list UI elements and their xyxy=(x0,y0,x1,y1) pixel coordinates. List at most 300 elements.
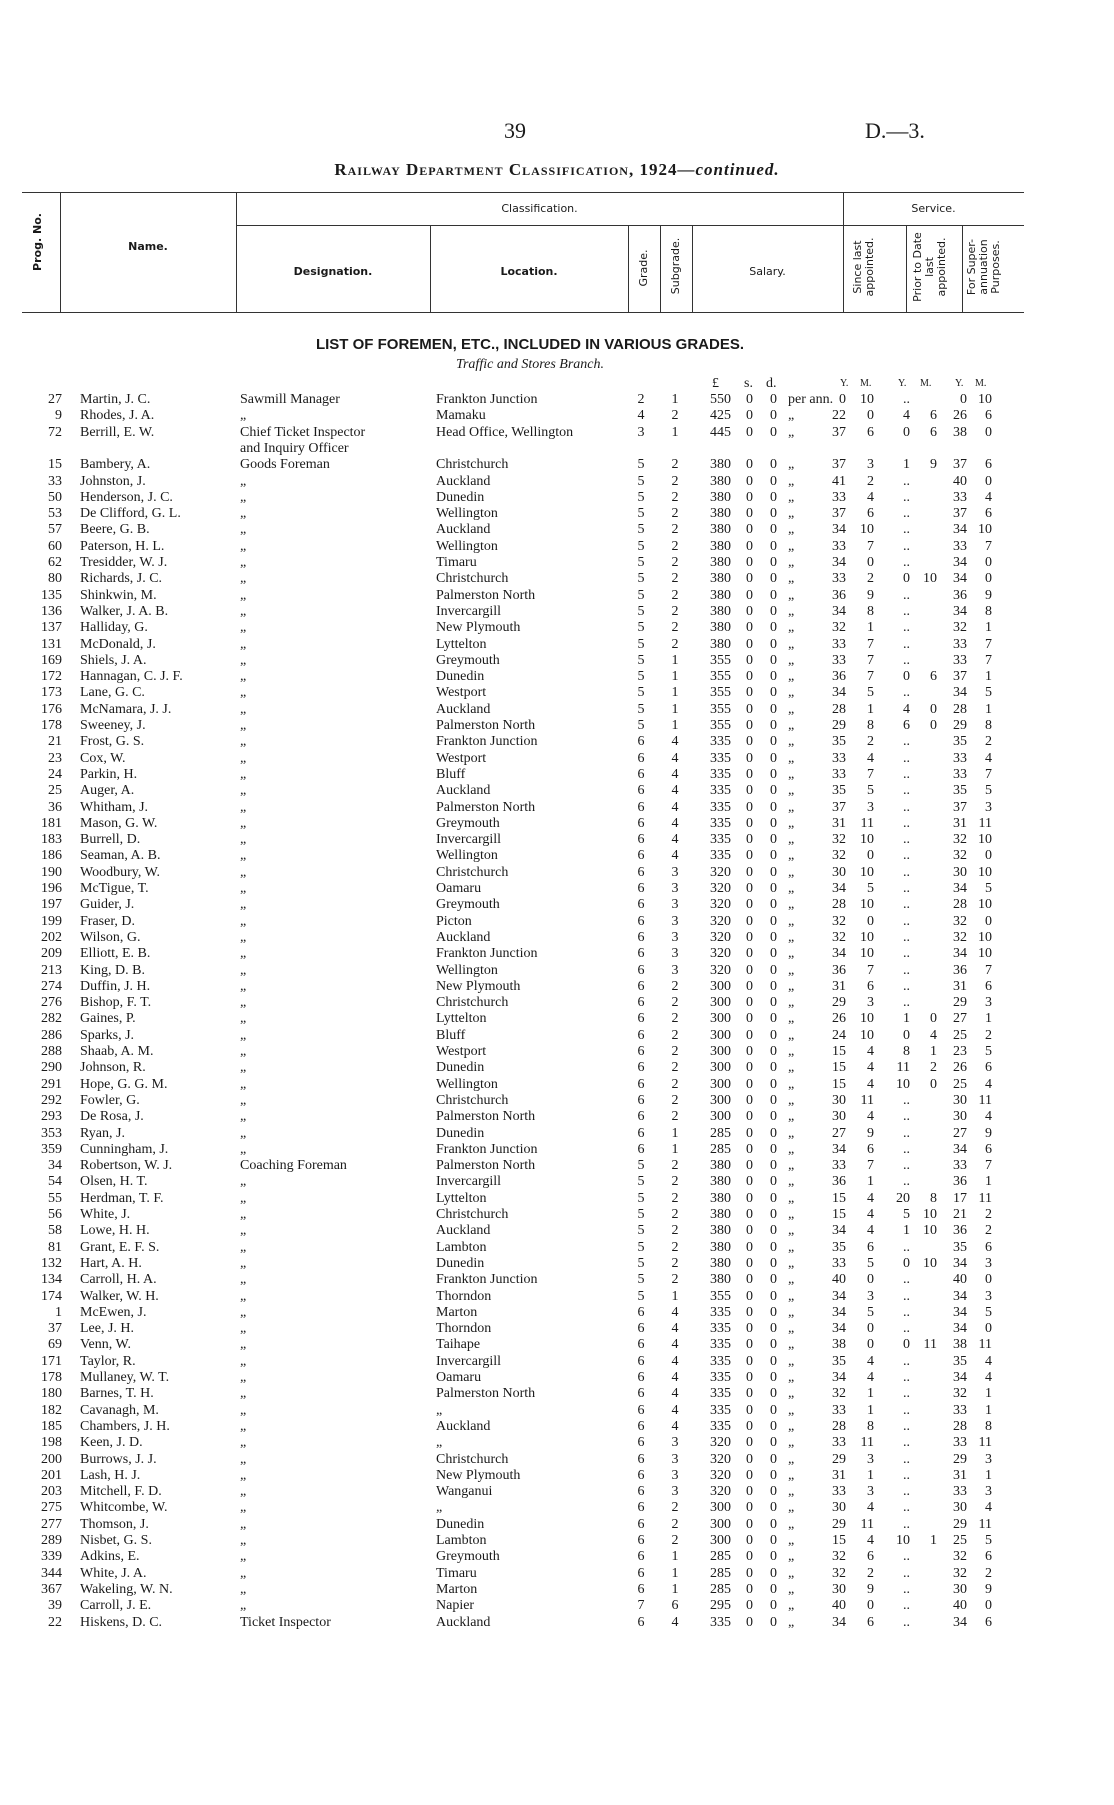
cell-salary-pounds: 335 xyxy=(710,848,731,864)
cell-salary-note: „ xyxy=(788,473,795,489)
header-prior-to: Prior to Date last appointed. xyxy=(911,232,948,302)
cell-super-years: 34 xyxy=(953,555,967,570)
cell-super-months: 7 xyxy=(985,652,992,668)
cell-super-years: 29 xyxy=(953,1516,967,1532)
cell-location: Picton xyxy=(436,913,472,929)
cell-since-last-years: 15 xyxy=(832,1533,846,1548)
cell-prog-no: 276 xyxy=(41,995,62,1011)
cell-subgrade: 4 xyxy=(671,783,679,799)
cell-prior-years: .. xyxy=(903,832,910,848)
cell-salary-shillings: 0 xyxy=(746,1158,753,1174)
cell-salary-pence: 0 xyxy=(770,1044,777,1059)
cell-location: Westport xyxy=(436,685,487,701)
cell-super-years: 33 xyxy=(953,636,967,652)
cell-prog-no: 25 xyxy=(48,783,62,799)
table-row xyxy=(0,930,1114,946)
cell-designation: „ xyxy=(240,1076,247,1092)
cell-salary-pounds: 335 xyxy=(710,750,731,766)
cell-super-years: 35 xyxy=(953,734,967,750)
cell-since-last-years: 36 xyxy=(832,1174,846,1190)
cell-salary-pounds: 300 xyxy=(710,1500,731,1516)
cell-designation: „ xyxy=(240,685,247,701)
cell-designation: Chief Ticket Inspector xyxy=(240,424,366,440)
cell-salary-pounds: 300 xyxy=(710,1533,731,1548)
page-number: 39 xyxy=(504,118,526,143)
cell-prior-years: .. xyxy=(903,1565,910,1581)
cell-since-last-months: 6 xyxy=(867,1614,874,1630)
cell-salary-note: per ann. xyxy=(788,392,834,407)
cell-grade: 6 xyxy=(637,1060,645,1076)
cell-subgrade: 3 xyxy=(671,881,679,896)
cell-location: Dunedin xyxy=(436,1125,485,1141)
table-row xyxy=(0,1435,1114,1451)
cell-since-last-months: 10 xyxy=(860,522,874,538)
cell-prior-months: 0 xyxy=(930,1076,937,1092)
cell-salary-pence: 0 xyxy=(770,1109,777,1125)
cell-salary-pounds: 300 xyxy=(710,1109,731,1125)
cell-since-last-years: 37 xyxy=(832,506,846,522)
cell-super-years: 34 xyxy=(953,881,967,896)
table-row xyxy=(0,1354,1114,1370)
cell-since-last-months: 0 xyxy=(867,913,874,929)
cell-salary-shillings: 0 xyxy=(746,1581,753,1597)
cell-salary-pence: 0 xyxy=(770,1223,777,1239)
cell-since-last-months: 4 xyxy=(867,750,874,766)
cell-grade: 5 xyxy=(637,620,645,636)
cell-salary-pence: 0 xyxy=(770,881,777,896)
cell-super-months: 11 xyxy=(978,1516,992,1532)
cell-salary-pence: 0 xyxy=(770,718,777,733)
table-row xyxy=(0,1386,1114,1402)
cell-salary-pounds: 380 xyxy=(710,506,731,522)
cell-location: Timaru xyxy=(436,1565,477,1581)
cell-salary-note: „ xyxy=(788,424,795,440)
cell-super-years: 33 xyxy=(953,750,967,766)
cell-subgrade: 4 xyxy=(671,1370,679,1385)
cell-super-years: 33 xyxy=(953,538,967,554)
cell-prog-no: 213 xyxy=(41,962,62,978)
cell-since-last-months: 3 xyxy=(867,799,874,815)
cell-prior-years: 1 xyxy=(903,1223,910,1239)
cell-super-years: 32 xyxy=(953,1565,967,1581)
cell-since-last-years: 30 xyxy=(832,1109,846,1125)
cell-designation: and Inquiry Officer xyxy=(240,440,349,456)
cell-grade: 5 xyxy=(637,1158,645,1174)
cell-salary-pounds: 380 xyxy=(710,620,731,636)
cell-since-last-years: 0 xyxy=(839,392,846,407)
cell-salary-pounds: 425 xyxy=(710,408,731,424)
cell-grade: 6 xyxy=(637,1435,645,1451)
cell-since-last-months: 4 xyxy=(867,1533,874,1548)
cell-salary-pence: 0 xyxy=(770,1190,777,1206)
cell-salary-pence: 0 xyxy=(770,457,777,473)
header-for-super: For Super-annuation Purposes. xyxy=(965,238,1002,296)
cell-location: Mamaku xyxy=(436,408,486,424)
cell-salary-shillings: 0 xyxy=(746,1549,753,1565)
cell-salary-note: „ xyxy=(788,522,795,538)
cell-prior-years: .. xyxy=(903,1484,910,1500)
cell-super-years: 36 xyxy=(953,587,967,603)
cell-grade: 6 xyxy=(637,1353,645,1369)
cell-super-years: 25 xyxy=(953,1027,967,1043)
cell-grade: 6 xyxy=(637,995,645,1011)
cell-subgrade: 3 xyxy=(671,1435,679,1451)
table-row xyxy=(0,1109,1114,1125)
cell-salary-pence: 0 xyxy=(770,652,777,668)
cell-grade: 6 xyxy=(637,1516,645,1532)
cell-since-last-years: 37 xyxy=(832,799,846,815)
cell-super-months: 0 xyxy=(985,555,992,570)
cell-since-last-years: 15 xyxy=(832,1207,846,1222)
cell-since-last-years: 32 xyxy=(832,913,846,929)
cell-designation: „ xyxy=(240,1565,247,1581)
cell-since-last-months: 8 xyxy=(867,1418,874,1434)
cell-grade: 6 xyxy=(637,1141,645,1157)
cell-designation: Sawmill Manager xyxy=(240,392,340,407)
cell-prior-years: 0 xyxy=(903,1255,910,1271)
cell-grade: 6 xyxy=(637,1484,645,1500)
cell-since-last-years: 33 xyxy=(832,1255,846,1271)
cell-super-years: 30 xyxy=(953,864,967,880)
cell-salary-pence: 0 xyxy=(770,538,777,554)
cell-salary-pence: 0 xyxy=(770,913,777,929)
cell-salary-note: „ xyxy=(788,1386,795,1402)
cell-prog-no: 21 xyxy=(48,734,62,750)
cell-salary-shillings: 0 xyxy=(746,1109,753,1125)
cell-prior-years: .. xyxy=(903,652,910,668)
table-row xyxy=(0,1126,1114,1142)
cell-salary-pence: 0 xyxy=(770,701,777,717)
cell-designation: „ xyxy=(240,1337,247,1353)
cell-designation: „ xyxy=(240,1060,247,1076)
cell-super-years: 23 xyxy=(953,1044,967,1059)
table-row xyxy=(0,963,1114,979)
cell-location: Invercargill xyxy=(436,1353,502,1369)
cell-salary-note: „ xyxy=(788,995,795,1011)
cell-since-last-months: 1 xyxy=(867,620,874,636)
cell-since-last-months: 10 xyxy=(860,1027,874,1043)
cell-super-months: 4 xyxy=(985,1076,992,1092)
cell-prog-no: 36 xyxy=(48,799,62,815)
cell-prog-no: 291 xyxy=(41,1076,62,1092)
cell-super-months: 3 xyxy=(985,995,992,1011)
cell-salary-note: „ xyxy=(788,1141,795,1157)
cell-prior-years: .. xyxy=(903,1353,910,1369)
cell-prog-no: 22 xyxy=(48,1614,62,1630)
cell-name: Rhodes, J. A. xyxy=(80,408,155,424)
cell-designation: „ xyxy=(240,1451,247,1467)
cell-location: Frankton Junction xyxy=(436,392,538,407)
cell-salary-note: „ xyxy=(788,750,795,766)
cell-designation: „ xyxy=(240,815,247,831)
cell-super-months: 8 xyxy=(985,1418,992,1434)
cell-grade: 6 xyxy=(637,1044,645,1059)
cell-since-last-years: 40 xyxy=(832,1598,846,1614)
cell-since-last-months: 7 xyxy=(867,962,874,978)
cell-salary-note: „ xyxy=(788,489,795,505)
section-title: LIST OF FOREMEN, ETC., INCLUDED IN VARIOUS GRADES. xyxy=(315,336,745,353)
cell-super-years: 33 xyxy=(953,1158,967,1174)
table-row xyxy=(0,1403,1114,1419)
cell-prior-months: 6 xyxy=(930,408,937,424)
cell-designation: „ xyxy=(240,603,247,619)
cell-location: Christchurch xyxy=(436,571,509,587)
cell-designation: „ xyxy=(240,995,247,1011)
cell-prior-months: 0 xyxy=(930,701,937,717)
cell-designation: „ xyxy=(240,489,247,505)
cell-subgrade: 1 xyxy=(671,1141,679,1157)
cell-subgrade: 2 xyxy=(671,457,679,473)
cell-designation: „ xyxy=(240,1288,247,1304)
cell-super-months: 6 xyxy=(985,457,992,473)
table-row xyxy=(0,1191,1114,1207)
cell-location: Auckland xyxy=(436,473,491,489)
cell-salary-pence: 0 xyxy=(770,1598,777,1614)
table-row xyxy=(0,897,1114,913)
cell-name: Adkins, E. xyxy=(80,1549,140,1565)
cell-prog-no: 132 xyxy=(41,1255,62,1271)
cell-since-last-months: 0 xyxy=(867,555,874,570)
cell-designation: „ xyxy=(240,1435,247,1451)
cell-prior-months: 1 xyxy=(930,1533,937,1548)
cell-super-years: 34 xyxy=(953,1255,967,1271)
cell-salary-shillings: 0 xyxy=(746,848,753,864)
cell-super-months: 1 xyxy=(985,620,992,636)
cell-location: Auckland xyxy=(436,783,491,799)
cell-location: Wellington xyxy=(436,848,498,864)
cell-prior-years: .. xyxy=(903,538,910,554)
cell-grade: 6 xyxy=(637,1027,645,1043)
cell-location: Invercargill xyxy=(436,832,502,848)
cell-since-last-years: 33 xyxy=(832,1158,846,1174)
cell-name: De Rosa, J. xyxy=(80,1109,144,1125)
cell-since-last-months: 0 xyxy=(867,408,874,424)
cell-name: Lowe, H. H. xyxy=(80,1223,150,1239)
cell-salary-pence: 0 xyxy=(770,962,777,978)
cell-salary-note: „ xyxy=(788,1549,795,1565)
cell-subgrade: 3 xyxy=(671,1451,679,1467)
table-row xyxy=(0,1011,1114,1027)
cell-subgrade: 4 xyxy=(671,766,679,782)
cell-prior-years: 0 xyxy=(903,669,910,685)
cell-salary-note: „ xyxy=(788,408,795,424)
table-row xyxy=(0,555,1114,571)
cell-salary-pence: 0 xyxy=(770,1467,777,1483)
cell-subgrade: 3 xyxy=(671,1484,679,1500)
unit-y1: Y. xyxy=(840,378,849,389)
cell-location: Invercargill xyxy=(436,1174,502,1190)
cell-super-years: 32 xyxy=(953,929,967,945)
cell-salary-pounds: 335 xyxy=(710,1370,731,1385)
cell-prog-no: 186 xyxy=(41,848,62,864)
cell-grade: 5 xyxy=(637,685,645,701)
cell-designation: „ xyxy=(240,620,247,636)
cell-since-last-years: 30 xyxy=(832,1581,846,1597)
cell-prior-years: .. xyxy=(903,1451,910,1467)
cell-salary-note: „ xyxy=(788,555,795,570)
cell-super-months: 1 xyxy=(985,669,992,685)
cell-subgrade: 2 xyxy=(671,571,679,587)
cell-salary-shillings: 0 xyxy=(746,1272,753,1288)
cell-designation: „ xyxy=(240,1239,247,1255)
cell-name: Lash, H. J. xyxy=(80,1467,141,1483)
cell-salary-shillings: 0 xyxy=(746,897,753,913)
cell-prior-years: .. xyxy=(903,750,910,766)
cell-name: Chambers, J. H. xyxy=(80,1418,170,1434)
cell-designation: „ xyxy=(240,718,247,733)
cell-since-last-years: 15 xyxy=(832,1190,846,1206)
cell-subgrade: 1 xyxy=(671,1581,679,1597)
cell-prior-years: .. xyxy=(903,929,910,945)
cell-salary-pounds: 300 xyxy=(710,1092,731,1108)
cell-since-last-months: 3 xyxy=(867,995,874,1011)
table-row xyxy=(0,1549,1114,1565)
cell-prog-no: 137 xyxy=(41,620,62,636)
cell-name: Beere, G. B. xyxy=(80,522,150,538)
cell-name: Walker, W. H. xyxy=(80,1288,159,1304)
cell-salary-shillings: 0 xyxy=(746,1353,753,1369)
cell-salary-shillings: 0 xyxy=(746,424,753,440)
unit-y3: Y. xyxy=(955,378,964,389)
cell-salary-pounds: 335 xyxy=(710,1353,731,1369)
cell-since-last-years: 35 xyxy=(832,1353,846,1369)
cell-prog-no: 288 xyxy=(41,1044,62,1059)
header-salary: Salary. xyxy=(749,265,786,278)
cell-designation: „ xyxy=(240,1207,247,1222)
cell-super-months: 7 xyxy=(985,538,992,554)
cell-grade: 5 xyxy=(637,555,645,570)
cell-super-months: 4 xyxy=(985,1109,992,1125)
cell-salary-shillings: 0 xyxy=(746,962,753,978)
table-row xyxy=(0,848,1114,864)
cell-prog-no: 353 xyxy=(41,1125,62,1141)
cell-super-years: 37 xyxy=(953,799,967,815)
cell-prior-years: 1 xyxy=(903,1011,910,1027)
cell-since-last-months: 0 xyxy=(867,1272,874,1288)
cell-since-last-years: 26 xyxy=(832,1011,846,1027)
cell-salary-shillings: 0 xyxy=(746,1239,753,1255)
header-classification: Classification. xyxy=(501,202,578,215)
cell-name: Cunningham, J. xyxy=(80,1141,169,1157)
cell-prior-months: 10 xyxy=(923,571,937,587)
cell-subgrade: 4 xyxy=(671,832,679,848)
cell-name: Berrill, E. W. xyxy=(80,424,155,440)
cell-since-last-months: 10 xyxy=(860,897,874,913)
cell-prior-years: .. xyxy=(903,799,910,815)
cell-since-last-months: 7 xyxy=(867,636,874,652)
cell-name: Frost, G. S. xyxy=(80,734,145,750)
cell-super-years: 33 xyxy=(953,1484,967,1500)
cell-prior-years: .. xyxy=(903,864,910,880)
cell-location: Head Office, Wellington xyxy=(436,424,574,440)
cell-super-months: 6 xyxy=(985,1141,992,1157)
cell-location: Auckland xyxy=(436,701,491,717)
cell-location: Christchurch xyxy=(436,1451,509,1467)
cell-designation: „ xyxy=(240,783,247,799)
table-row xyxy=(0,816,1114,832)
cell-super-months: 10 xyxy=(978,864,992,880)
cell-salary-shillings: 0 xyxy=(746,1044,753,1059)
cell-salary-note: „ xyxy=(788,1451,795,1467)
cell-prog-no: 277 xyxy=(41,1516,62,1532)
table-row xyxy=(0,1158,1114,1174)
cell-grade: 6 xyxy=(637,1467,645,1483)
cell-salary-shillings: 0 xyxy=(746,832,753,848)
cell-super-months: 6 xyxy=(985,506,992,522)
cell-designation: „ xyxy=(240,652,247,668)
cell-name: Wilson, G. xyxy=(80,929,141,945)
cell-salary-pence: 0 xyxy=(770,506,777,522)
cell-super-months: 11 xyxy=(978,1337,992,1353)
cell-super-months: 6 xyxy=(985,978,992,994)
cell-subgrade: 2 xyxy=(671,1500,679,1516)
cell-salary-shillings: 0 xyxy=(746,718,753,733)
cell-subgrade: 2 xyxy=(671,1533,679,1548)
cell-salary-shillings: 0 xyxy=(746,473,753,489)
cell-since-last-months: 1 xyxy=(867,1174,874,1190)
cell-prior-months: 6 xyxy=(930,669,937,685)
cell-since-last-years: 32 xyxy=(832,1549,846,1565)
cell-super-years: 36 xyxy=(953,1223,967,1239)
table-row xyxy=(0,1452,1114,1468)
cell-salary-shillings: 0 xyxy=(746,685,753,701)
cell-location: Wellington xyxy=(436,1076,498,1092)
cell-prior-years: .. xyxy=(903,1549,910,1565)
cell-salary-note: „ xyxy=(788,685,795,701)
cell-salary-shillings: 0 xyxy=(746,978,753,994)
cell-super-months: 0 xyxy=(985,1272,992,1288)
table-row xyxy=(0,800,1114,816)
cell-prog-no: 23 xyxy=(48,750,62,766)
cell-subgrade: 2 xyxy=(671,489,679,505)
cell-grade: 4 xyxy=(637,408,645,424)
cell-grade: 6 xyxy=(637,1614,645,1630)
cell-subgrade: 2 xyxy=(671,1158,679,1174)
cell-designation: „ xyxy=(240,555,247,570)
table-row xyxy=(0,914,1114,930)
cell-prior-years: .. xyxy=(903,1614,910,1630)
cell-prog-no: 136 xyxy=(41,603,62,619)
cell-location: Christchurch xyxy=(436,457,509,473)
cell-name: Barnes, T. H. xyxy=(80,1386,154,1402)
cell-since-last-years: 34 xyxy=(832,555,846,570)
cell-super-months: 11 xyxy=(978,815,992,831)
cell-salary-note: „ xyxy=(788,1207,795,1222)
cell-name: Fraser, D. xyxy=(80,913,136,929)
cell-salary-shillings: 0 xyxy=(746,408,753,424)
cell-since-last-years: 33 xyxy=(832,750,846,766)
cell-grade: 5 xyxy=(637,1207,645,1222)
cell-subgrade: 2 xyxy=(671,1516,679,1532)
cell-salary-pounds: 320 xyxy=(710,1435,731,1451)
cell-salary-pence: 0 xyxy=(770,1158,777,1174)
cell-salary-pence: 0 xyxy=(770,1581,777,1597)
cell-salary-note: „ xyxy=(788,1239,795,1255)
cell-subgrade: 2 xyxy=(671,1255,679,1271)
cell-since-last-months: 1 xyxy=(867,1386,874,1402)
cell-prior-years: .. xyxy=(903,1598,910,1614)
cell-prior-years: 0 xyxy=(903,424,910,440)
cell-salary-pence: 0 xyxy=(770,978,777,994)
cell-salary-pounds: 300 xyxy=(710,1044,731,1059)
table-row xyxy=(0,1566,1114,1582)
cell-prog-no: 359 xyxy=(41,1141,62,1157)
cell-salary-shillings: 0 xyxy=(746,522,753,538)
cell-designation: „ xyxy=(240,1516,247,1532)
table-row xyxy=(0,1142,1114,1158)
cell-salary-shillings: 0 xyxy=(746,701,753,717)
cell-subgrade: 1 xyxy=(671,1125,679,1141)
